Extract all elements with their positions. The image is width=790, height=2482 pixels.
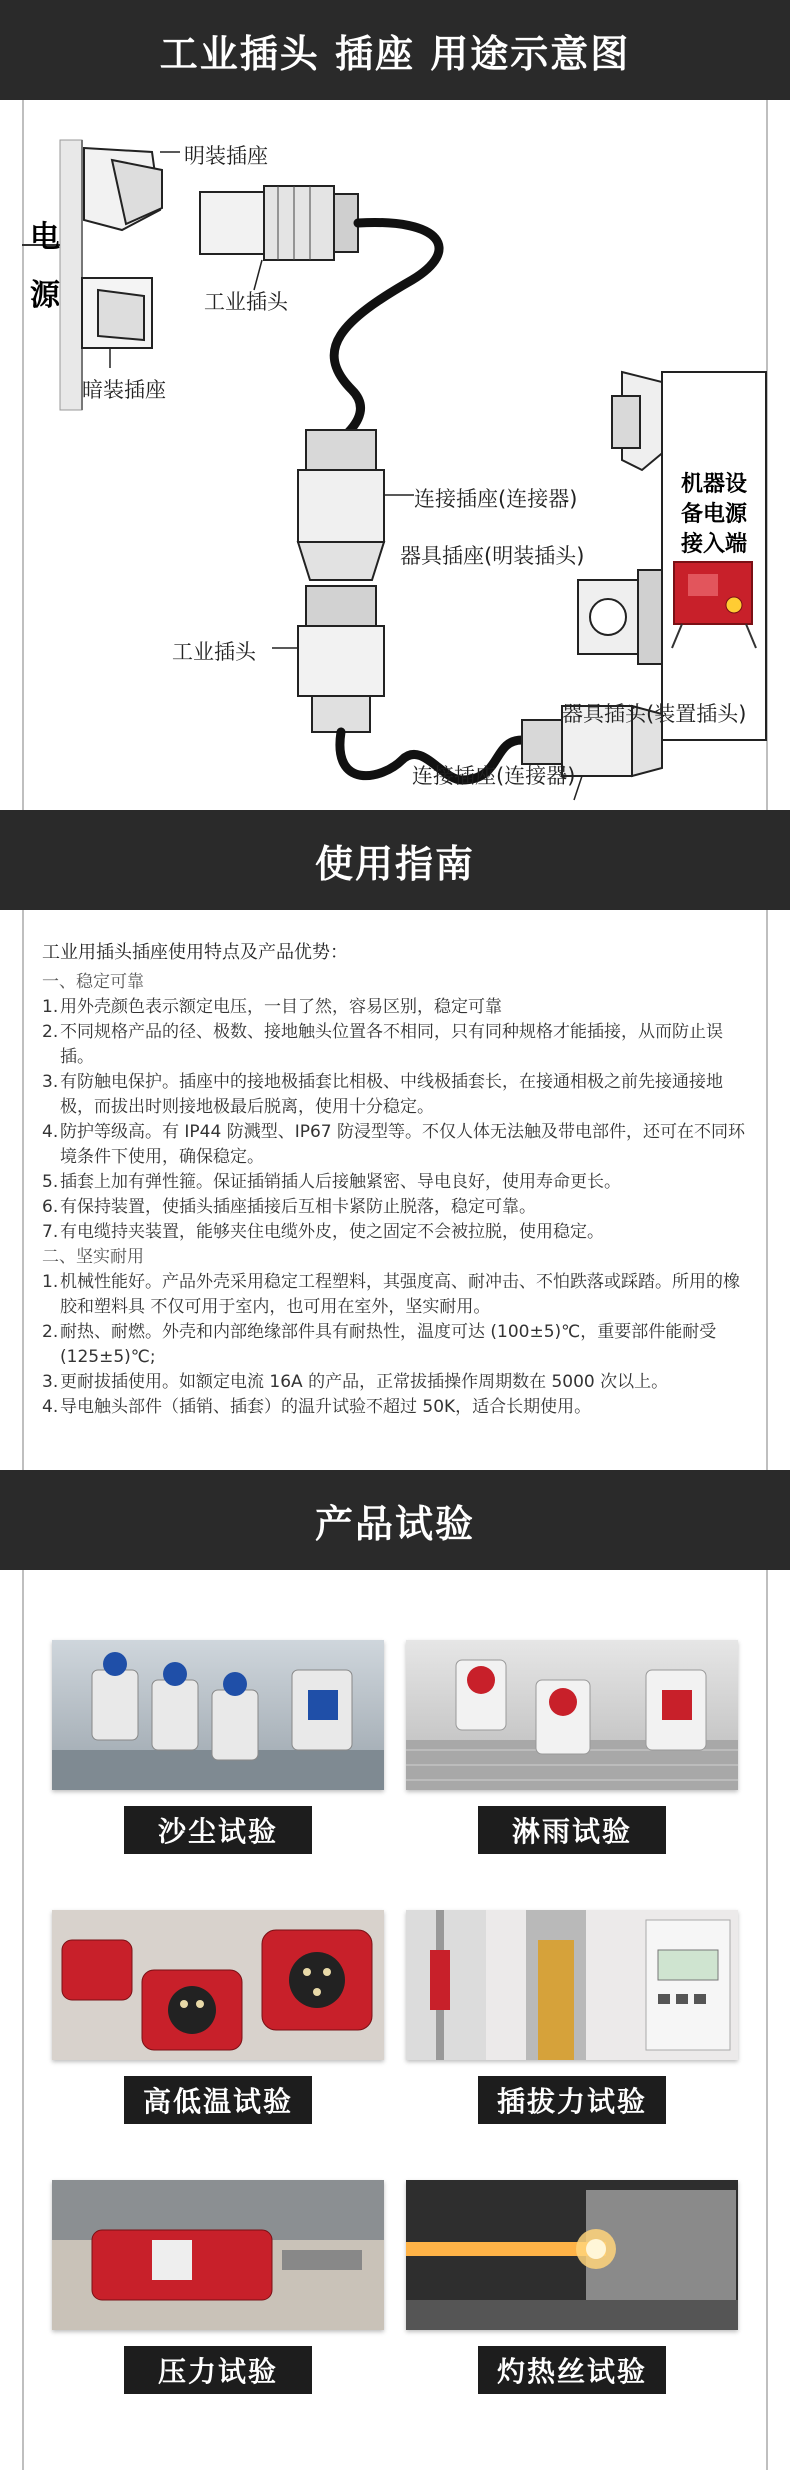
guide-item-text: 耐热、耐燃。外壳和内部绝缘部件具有耐热性，温度可达 (100±5)℃，重要部件能耐受 (125±5)℃; [60,1322,717,1367]
surface-socket-drawing [84,148,180,230]
guide-item-text: 用外壳颜色表示额定电压，一目了然，容易区别，稳定可靠 [60,997,502,1017]
guide-item [42,1370,748,1395]
machine-label-line-2: 备电源 [680,502,747,527]
machine-label-line-3: 接入端 [680,532,747,557]
guide-item [42,1270,748,1320]
guide-item-text: 导电触头部件（插销、插套）的温升试验不超过 50K，适合长期使用。 [60,1397,592,1417]
industrial-plug-top-drawing [200,186,358,290]
pressure-test-label: 压力试验 [124,2346,312,2394]
guide-item-number: 4. [42,1122,59,1142]
guide-list-1 [42,995,748,1245]
guide-item [42,1120,748,1170]
power-label-1: 电 [30,220,60,255]
test-gallery [22,1580,768,2482]
diagram-title-band [0,0,790,100]
guide-item-text: 更耐拔插使用。如额定电流 16A 的产品，正常拔插操作周期数在 5000 次以上。 [60,1372,669,1392]
guide-item [42,1195,748,1220]
guide-item [42,1070,748,1120]
guide-list-2 [42,1270,748,1420]
insertion-force-test-photo [406,1910,738,2060]
connector-socket-1-label: 连接插座(连接器) [414,487,578,511]
insertion-force-test-label: 插拔力试验 [478,2076,666,2124]
guide-heading: 工业用插头插座使用特点及产品优势： [42,942,348,963]
glow-wire-test-label: 灼热丝试验 [478,2346,666,2394]
machine-label [666,470,762,560]
guide-item [42,995,748,1020]
guide-item-number: 2. [42,1022,59,1042]
guide-item [42,1170,748,1195]
guide-title: 使用指南 [314,841,475,886]
guide-item [42,1320,748,1370]
pressure-test-photo [52,2180,384,2330]
guide-item-text: 插套上加有弹性箍。保证插销插人后接触紧密、导电良好，使用寿命更长。 [60,1172,621,1192]
glow-wire-test-photo [406,2180,738,2330]
appliance-socket-label: 器具插座(明装插头) [400,544,585,568]
guide-item-text: 防护等级高。有 IP44 防溅型、IP67 防浸型等。不仅人体无法触及带电部件，还可在不同环境条件下使用，确保稳定。 [60,1122,746,1167]
rain-test-label: 淋雨试验 [478,1806,666,1854]
temperature-test-photo [52,1910,384,2060]
guide-item-text: 有电缆持夹装置，能够夹住电缆外皮，使之固定不会被拉脱，使用稳定。 [60,1222,604,1242]
guide-item-number: 5. [42,1172,59,1192]
power-label-2: 源 [30,278,60,313]
guide-item-text: 机械性能好。产品外壳采用稳定工程塑料，其强度高、耐冲击、不怕跌落或踩踏。所用的橡胶和塑料具 不仅可用于室内，也可用在室外，坚实耐用。 [60,1272,740,1317]
guide-item-text: 有防触电保护。插座中的接地极插套比相极、中线极插套长，在接通相极之前先接通接地极，而拔出时则接地极最后脱离，使用十分稳定。 [60,1072,723,1117]
industrial-plug-mid-drawing [272,586,384,732]
industrial-plug-top-label: 工业插头 [204,290,288,314]
connector-socket-2-label: 连接插座(连接器) [412,764,576,788]
cable-1 [334,222,439,440]
guide-item-number: 1. [42,1272,59,1292]
wall [60,140,82,410]
dust-test-label: 沙尘试验 [124,1806,312,1854]
guide-item [42,1395,748,1420]
guide-item [42,1220,748,1245]
guide-section-2: 二、坚实耐用 [42,1247,144,1267]
guide-item-number: 1. [42,997,59,1017]
guide-item-text: 有保持装置，使插头插座插接后互相卡紧防止脱落，稳定可靠。 [60,1197,536,1217]
dust-test-photo [52,1640,384,1790]
machine-label-line-1: 机器设 [680,472,747,497]
usage-guide [22,920,768,1460]
industrial-plug-mid-label: 工业插头 [172,640,256,664]
guide-item-number: 4. [42,1397,59,1417]
appliance-plug-drawing [578,570,662,664]
guide-title-band [0,810,790,910]
guide-item-text: 不同规格产品的径、极数、接地触头位置各不相同，只有同种规格才能插接，从而防止误插。 [60,1022,723,1067]
connector-socket-1-drawing [298,430,414,580]
guide-item [42,1020,748,1070]
guide-item-number: 6. [42,1197,59,1217]
guide-item-number: 2. [42,1322,59,1342]
guide-section-1: 一、稳定可靠 [42,972,144,992]
guide-item-number: 3. [42,1072,59,1092]
concealed-socket-drawing [82,278,152,368]
surface-socket-label: 明装插座 [184,144,268,168]
usage-diagram [22,100,768,810]
appliance-plug-label: 器具插头(装置插头) [562,702,747,726]
tests-title-band [0,1470,790,1570]
temperature-test-label: 高低温试验 [124,2076,312,2124]
diagram-title: 工业插头 插座 用途示意图 [159,31,631,76]
concealed-socket-label: 暗装插座 [82,378,166,402]
guide-item-number: 7. [42,1222,59,1242]
tests-title: 产品试验 [314,1501,475,1546]
rain-test-photo [406,1640,738,1790]
guide-item-number: 3. [42,1372,59,1392]
